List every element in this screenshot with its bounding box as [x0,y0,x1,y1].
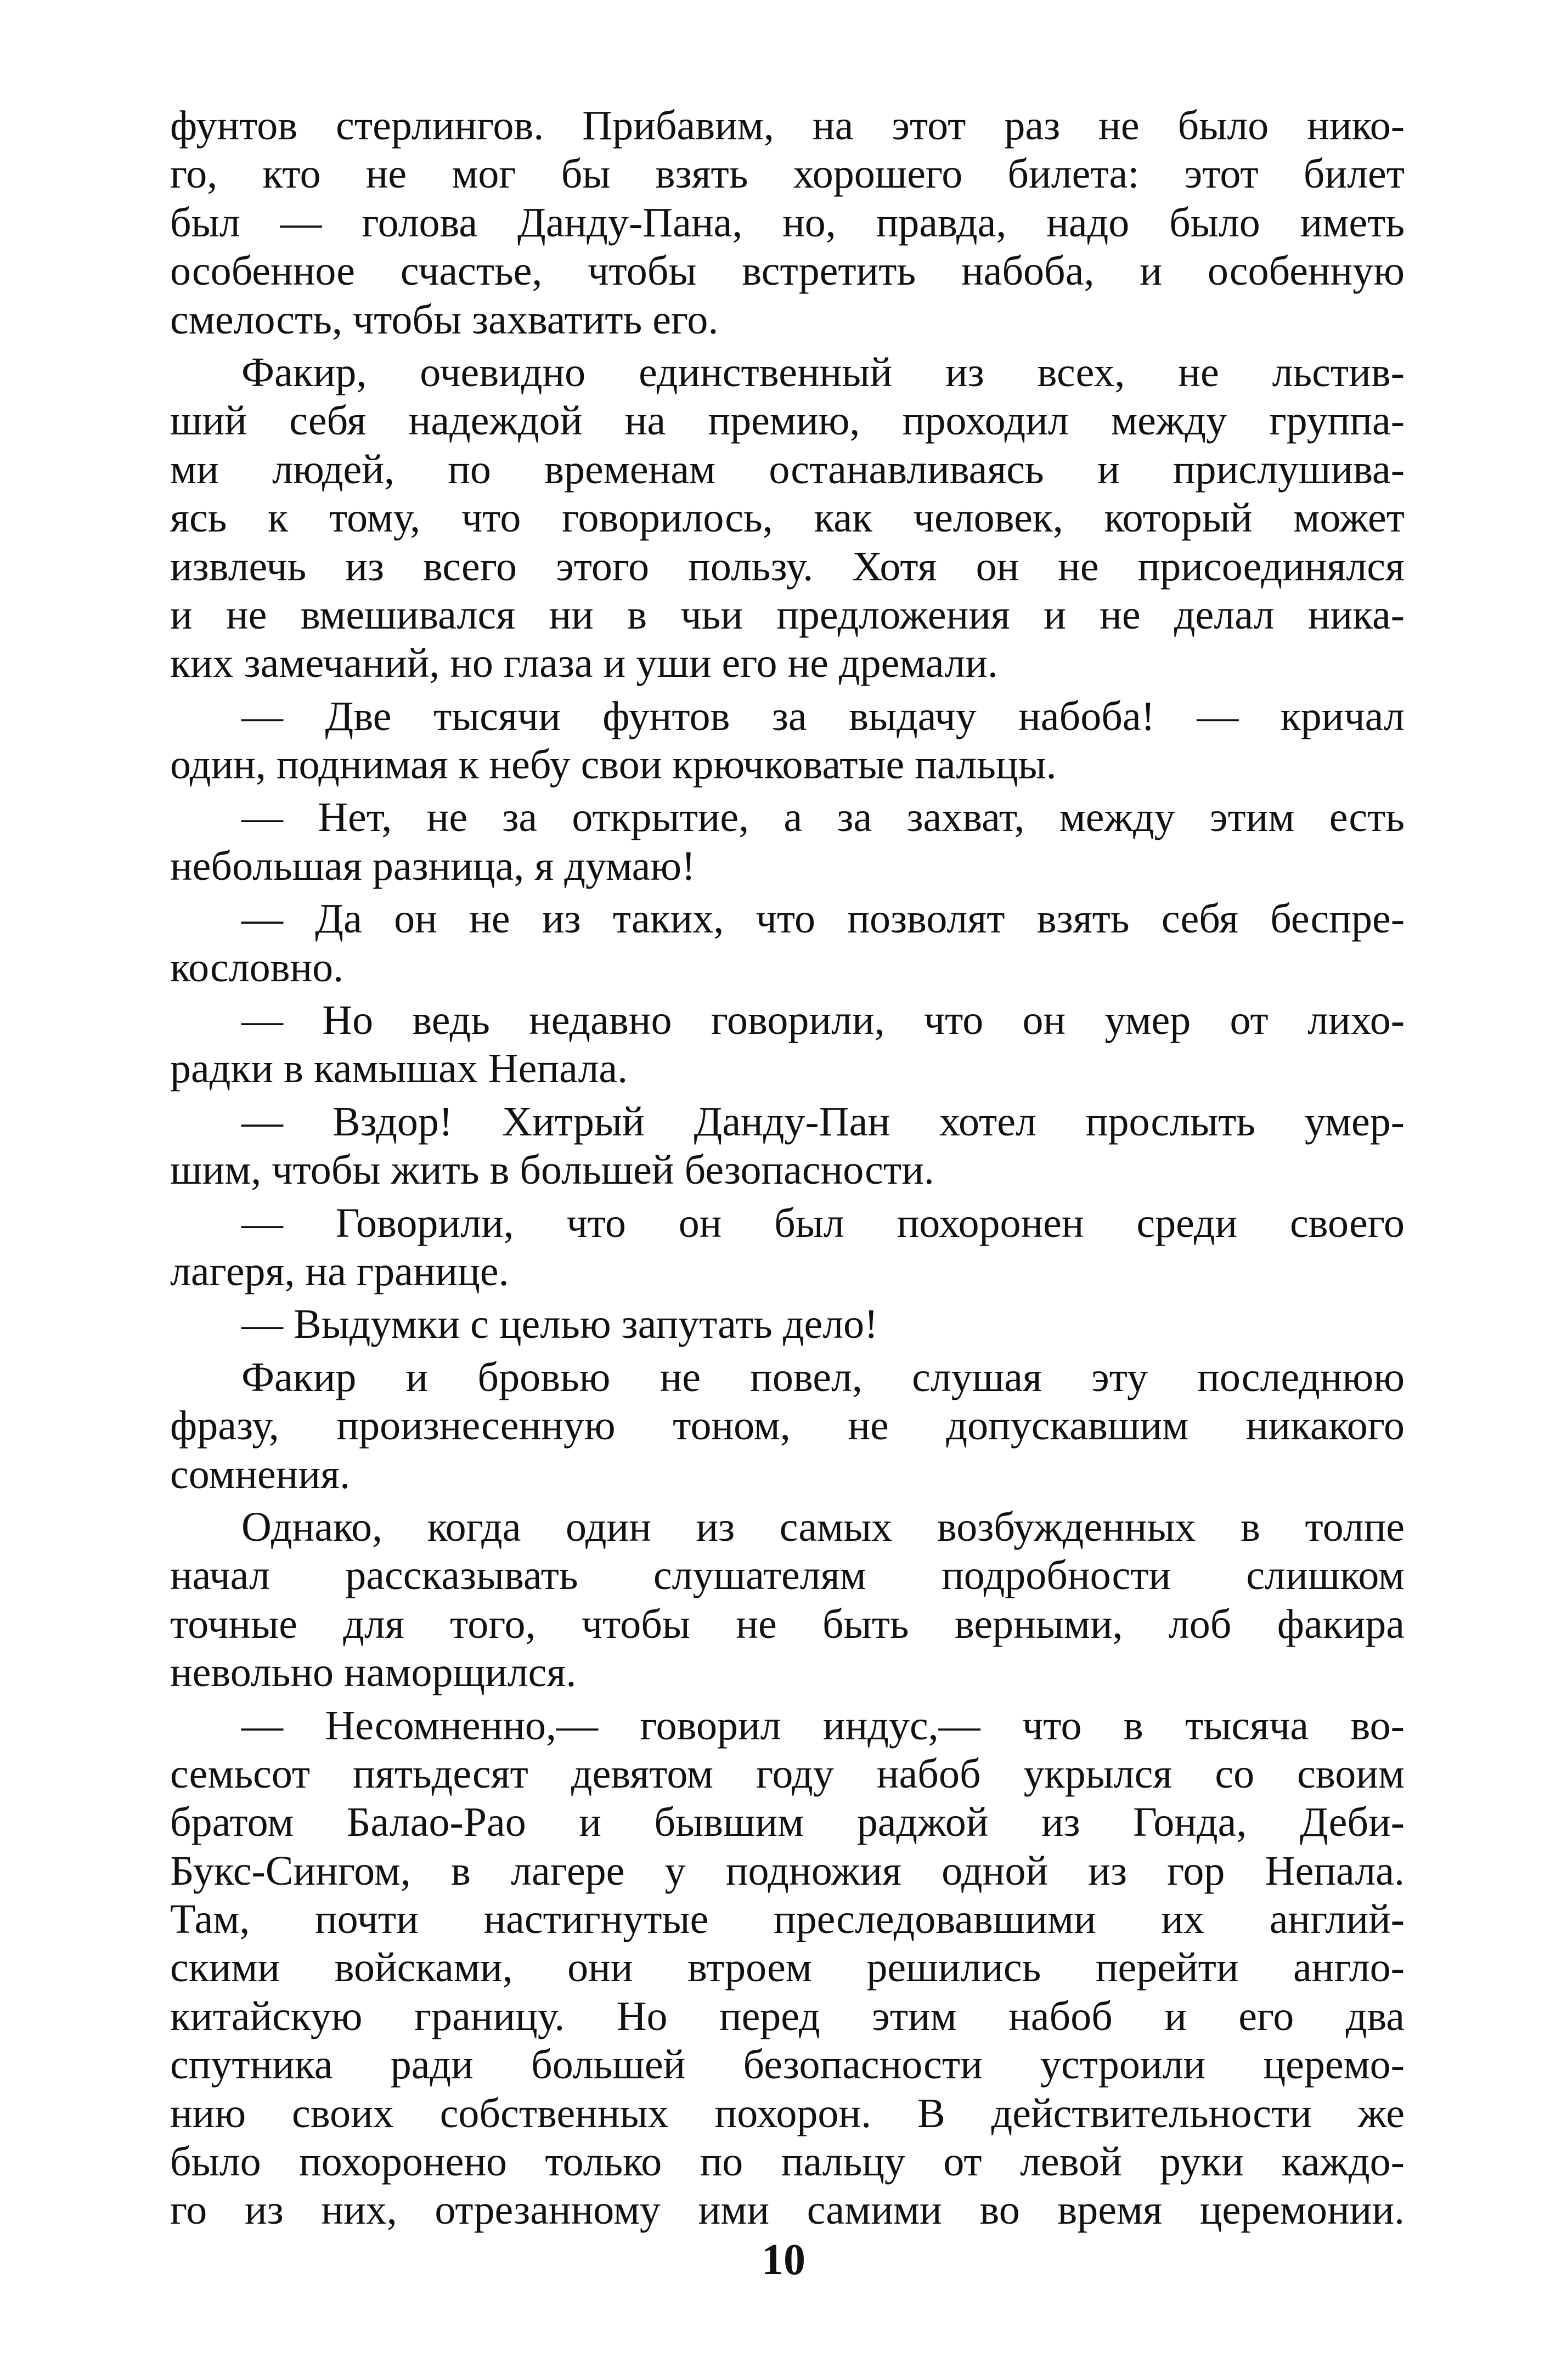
text-line: точные для того, чтобы не быть верными, лоб факира [170,1601,1405,1647]
paragraph [170,1503,1405,1697]
text-line: шим, чтобы жить в большей безопасности. [170,1147,934,1194]
text-line: лагеря, на границе. [170,1248,509,1294]
text-line: смелость, чтобы захватить его. [170,296,719,343]
text-line: кословно. [170,944,344,991]
text-line: Факир, очевидно единственный из всех, не льстив- [241,349,1405,395]
text-line: ясь к тому, что говорилось, как человек, который может [170,495,1405,541]
text-line: го из них, отрезанному ими самими во время церемонии. [170,2187,1405,2234]
text-line: особенное счастье, чтобы встретить набоба, и особенную [170,248,1405,295]
text-line: один, поднимая к небу свои крючковатые пальцы. [170,742,1057,788]
text-line: братом Балао-Рао и бывшим раджой из Гонда, Деби- [170,1799,1405,1846]
text-line: семьсот пятьдесят девятом году набоб укрылся со своим [170,1750,1405,1797]
page-number: 10 [762,2236,805,2284]
text-line: — Вздор! Хитрый Данду-Пан хотел прослыть умер- [241,1098,1405,1145]
text-line: был — голова Данду-Пана, но, правда, надо было иметь [170,199,1405,246]
paragraph [170,1701,1405,2235]
text-line: го, кто не мог бы взять хорошего билета: этот билет [170,151,1405,197]
text-line: Там, почти настигнутые преследовавшими их англий- [170,1896,1405,1943]
text-line: начал рассказывать слушателям подробности слишком [170,1552,1405,1599]
paragraph [170,692,1405,789]
paragraph [170,348,1405,688]
text-line: — Выдумки с целью запутать дело! [241,1301,878,1348]
text-line: невольно наморщился. [170,1649,577,1696]
page-body [170,101,1405,2235]
text-line: нию своих собственных похорон. В действительности же [170,2090,1405,2136]
text-line: — Несомненно,— говорил индус,— что в тысяча во- [241,1702,1405,1749]
paragraph [170,1300,1405,1348]
text-line: и не вмешивался ни в чьи предложения и не делал ника- [170,591,1405,638]
text-line: фунтов стерлингов. Прибавим, на этот раз не было нико- [170,103,1405,149]
text-line: ший себя надеждой на премию, проходил между группа- [170,398,1405,444]
paragraph [170,895,1405,992]
text-line: сомнения. [170,1451,351,1497]
paragraph [170,996,1405,1093]
text-line: китайскую границу. Но перед этим набоб и его два [170,1993,1405,2039]
text-line: ких замечаний, но глаза и уши его не дремали. [170,640,998,687]
text-line: извлечь из всего этого пользу. Хотя он не присоединялся [170,543,1405,590]
text-line: Однако, когда один из самых возбужденных в толпе [241,1503,1405,1550]
paragraph [170,1098,1405,1195]
text-line: спутника ради большей безопасности устроили церемо- [170,2042,1405,2088]
text-line: было похоронено только по пальцу от левой руки каждо- [170,2139,1405,2185]
text-line: скими войсками, они втроем решились перейти англо- [170,1944,1405,1991]
text-line: Факир и бровью не повел, слушая эту последнюю [241,1354,1405,1400]
text-line: фразу, произнесенную тоном, не допускавшим никакого [170,1403,1405,1449]
text-line: — Две тысячи фунтов за выдачу набоба! — кричал [241,693,1405,739]
text-line: — Нет, не за открытие, а за захват, между этим есть [241,794,1405,841]
paragraph [170,101,1405,344]
text-line: ми людей, по временам останавливаясь и прислушива- [170,446,1405,493]
paragraph [170,1353,1405,1499]
text-line: радки в камышах Непала. [170,1045,628,1092]
paragraph [170,793,1405,890]
text-line: — Но ведь недавно говорили, что он умер от лихо- [241,997,1405,1044]
text-line: небольшая разница, я думаю! [170,843,696,889]
text-line: Букс-Сингом, в лагере у подножия одной из гор Непала. [170,1847,1405,1894]
paragraph [170,1199,1405,1296]
text-line: — Говорили, что он был похоронен среди своего [241,1200,1405,1246]
text-line: — Да он не из таких, что позволят взять себя беспре- [241,896,1405,942]
